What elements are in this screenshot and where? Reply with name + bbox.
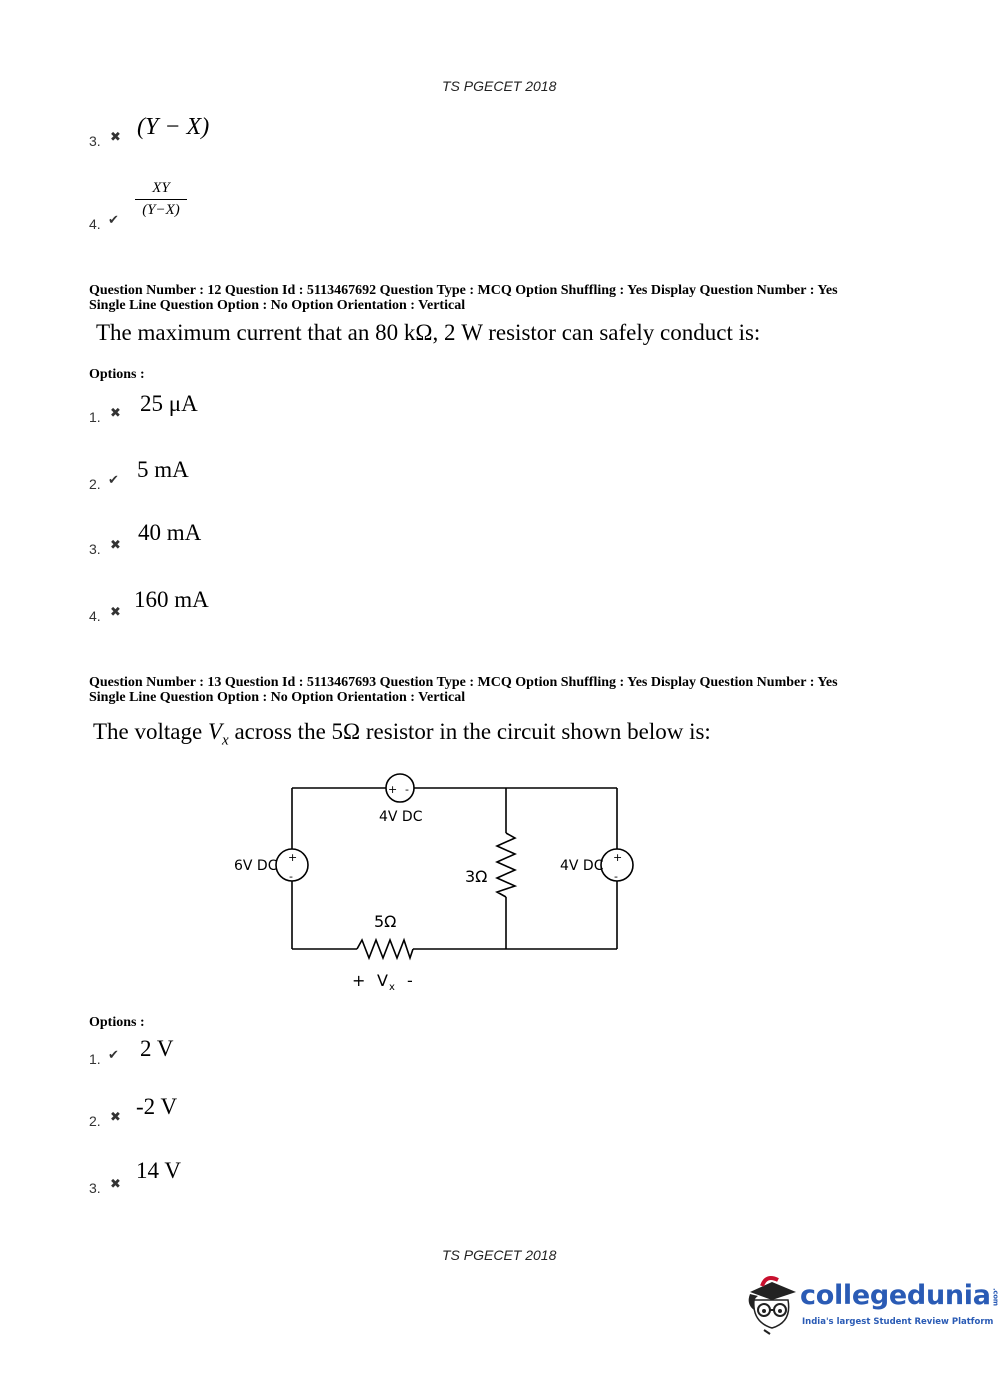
resistor-3-label: 3Ω [465, 867, 488, 886]
option-text: 160 mA [134, 587, 209, 612]
options-label: Options : [89, 1015, 145, 1030]
wrong-mark-icon: ✖ [110, 605, 121, 620]
plus-sign: + [288, 851, 298, 864]
variable-vx: V [207, 719, 223, 744]
option-number: 1. [89, 1051, 101, 1067]
correct-mark-icon: ✔ [108, 473, 119, 488]
brand-logo [742, 1270, 1000, 1340]
page-header: TS PGECET 2018 [442, 78, 557, 94]
option-number: 1. [89, 409, 101, 425]
option-text: -2 V [136, 1094, 178, 1119]
wrong-mark-icon: ✖ [110, 1177, 121, 1192]
vx-subscript: x [389, 982, 395, 993]
wrong-mark-icon: ✖ [110, 406, 121, 421]
option-number: 4. [89, 216, 101, 232]
top-source-label: 4V DC [379, 809, 423, 825]
resistor-5-ohm [357, 940, 413, 958]
question-text: The maximum current that an 80 kΩ, 2 W resistor can safely conduct is: [96, 320, 761, 345]
option-number: 2. [89, 1113, 101, 1129]
question-text-suffix: across the 5Ω resistor in the circuit shown below is: [228, 719, 711, 744]
plus-sign: + [613, 851, 623, 864]
left-source-label: 6V DC [234, 858, 278, 874]
page-footer: TS PGECET 2018 [442, 1247, 557, 1263]
variable-subscript: x [222, 732, 229, 749]
minus-sign: - [289, 870, 293, 883]
option-text: 40 mA [138, 520, 202, 545]
question-meta-line: Single Line Question Option : No Option Orientation : Vertical [89, 690, 466, 705]
option-number: 3. [89, 1180, 101, 1196]
vx-plus: + [352, 971, 366, 990]
vx-label: V [377, 971, 388, 990]
wrong-mark-icon: ✖ [110, 130, 121, 145]
question-meta-line: Question Number : 13 Question Id : 5113467693 Question Type : MCQ Option Shuffling : Yes Display Question Number : Yes [89, 675, 838, 690]
correct-mark-icon: ✔ [108, 1048, 119, 1063]
option-text: 14 V [136, 1158, 181, 1183]
brand-name-text: collegedunia [800, 1280, 991, 1311]
vx-minus: - [407, 971, 413, 990]
option-number: 3. [89, 133, 101, 149]
mascot-icon [742, 1270, 802, 1336]
option-text: (Y − X) [137, 114, 210, 140]
option-number: 2. [89, 476, 101, 492]
option-number: 4. [89, 608, 101, 624]
brand-tagline: India's largest Student Review Platform [802, 1317, 994, 1327]
wrong-mark-icon: ✖ [110, 1110, 121, 1125]
right-source-label: 4V DC [560, 858, 604, 874]
wrong-mark-icon: ✖ [110, 538, 121, 553]
question-meta-line: Question Number : 12 Question Id : 5113467692 Question Type : MCQ Option Shuffling : Yes Display Question Number : Yes [89, 283, 838, 298]
fraction-numerator: XY [135, 180, 187, 200]
correct-mark-icon: ✔ [108, 213, 119, 228]
brand-suffix: .com [991, 1287, 1000, 1306]
minus-sign: - [405, 783, 409, 796]
minus-sign: - [614, 870, 618, 883]
question-text-prefix: The voltage [93, 719, 208, 744]
brand-name [800, 1280, 1000, 1311]
option-text: 2 V [140, 1036, 174, 1061]
options-label: Options : [89, 367, 145, 382]
resistor-5-label: 5Ω [374, 912, 397, 931]
option-text: 25 μA [140, 391, 198, 416]
plus-sign: + [388, 783, 398, 796]
fraction-denominator: (Y−X) [142, 202, 180, 218]
option-number: 3. [89, 541, 101, 557]
resistor-3-ohm [497, 833, 515, 897]
option-text: 5 mA [137, 457, 189, 482]
question-meta-line: Single Line Question Option : No Option Orientation : Vertical [89, 298, 466, 313]
